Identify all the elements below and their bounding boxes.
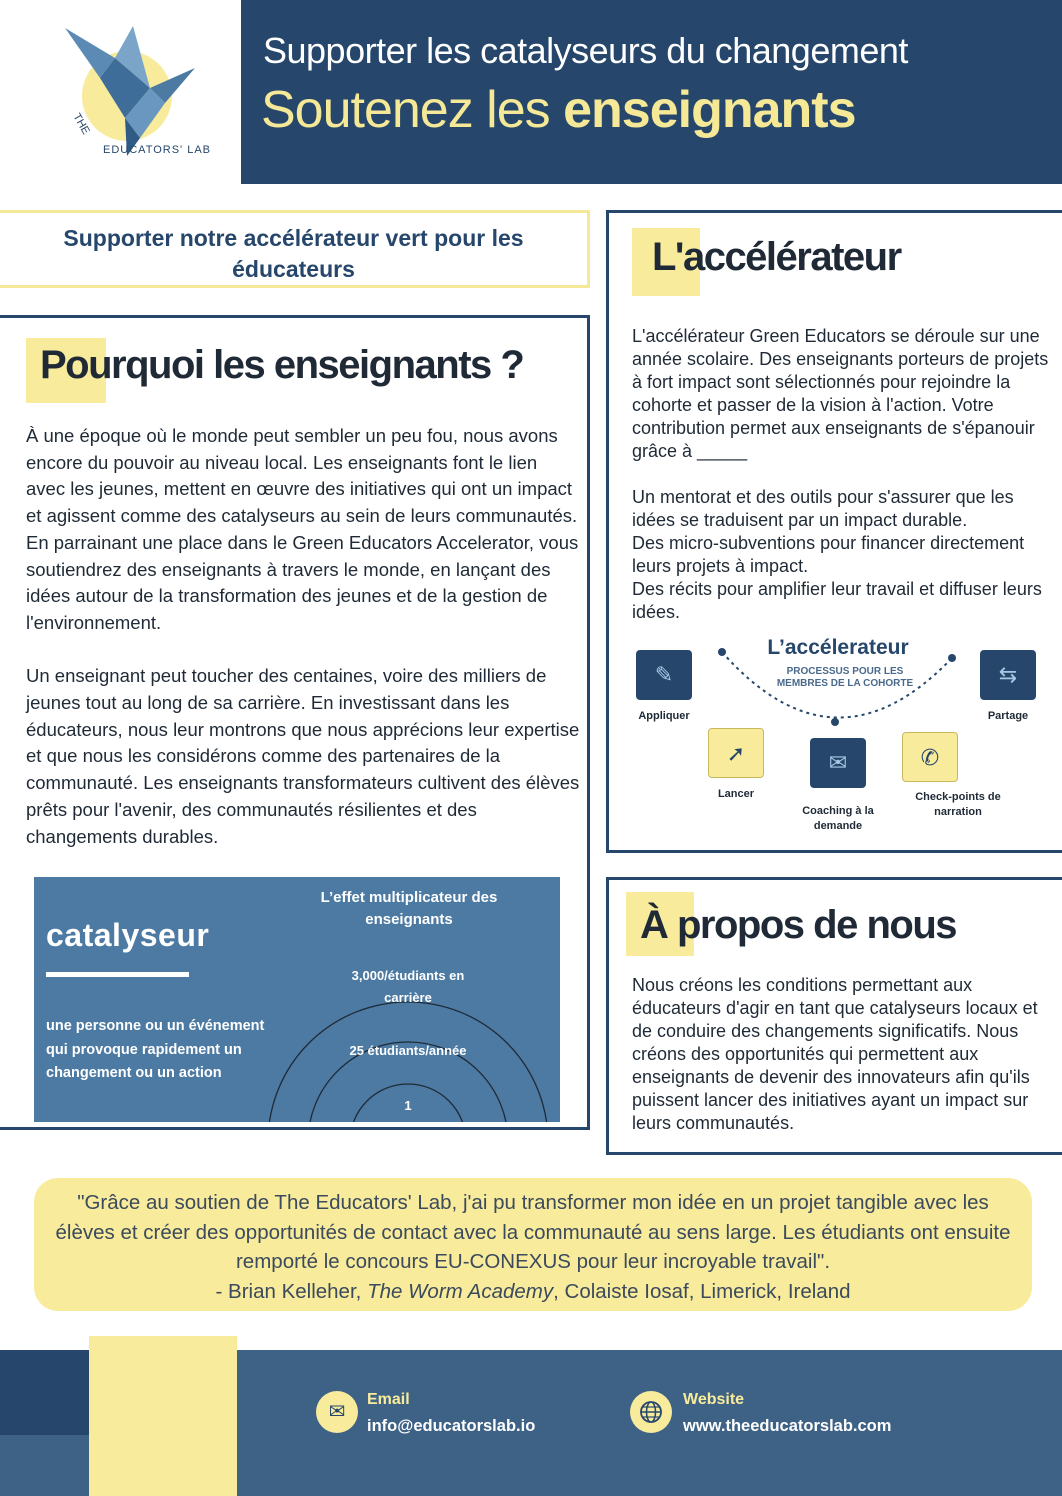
header-title-bold: enseignants xyxy=(563,81,856,139)
rocket-icon: ➚ xyxy=(726,741,746,766)
globe-icon xyxy=(630,1391,672,1433)
email-label: Email xyxy=(367,1391,410,1408)
quote-project: The Worm Academy xyxy=(367,1279,554,1303)
launch-tile xyxy=(708,728,764,778)
quote-text: "Grâce au soutien de The Educators' Lab, j'ai pu transformer mon idée en un projet tangible avec les élèves et créer des opportunités de contact avec la communauté au sens large. Les étudiants ont ensuite remporté le concours EU-CONEXUS pour leur incroyable travail". xyxy=(55,1191,1011,1273)
ring-label-year: 25 étudiants/année xyxy=(349,1043,467,1058)
narration-tile xyxy=(902,732,958,782)
multiplier-title: L’effet multiplicateur des enseignants xyxy=(320,889,498,928)
footer-decor-square-yellow xyxy=(89,1336,237,1496)
why-body xyxy=(26,423,581,850)
process-subtitle: PROCESSUS POUR LES MEMBRES DE LA COHORTE xyxy=(776,666,914,689)
testimonial-quote xyxy=(34,1178,1032,1311)
accelerator-body xyxy=(632,325,1052,624)
coaching-tile xyxy=(810,738,866,788)
logo-text-educators: EDUCATORS' LAB xyxy=(103,144,211,156)
quote-author-prefix: - Brian Kelleher, xyxy=(215,1279,368,1303)
header-title-regular: Soutenez les xyxy=(261,81,564,139)
website-label: Website xyxy=(683,1391,745,1408)
step-coaching: Coaching à la demande xyxy=(802,805,874,832)
megaphone-icon: ✆ xyxy=(920,745,940,770)
catalyst-underline xyxy=(46,972,189,977)
step-apply: Appliquer xyxy=(638,710,690,722)
apply-icon: ✎ xyxy=(654,662,674,687)
about-heading: À propos de nous xyxy=(640,903,956,947)
ring-label-career: 3,000/étudiants en carrière xyxy=(351,968,465,1005)
ring-label-one: 1 xyxy=(404,1098,412,1113)
globe-icon-svg xyxy=(630,1391,672,1433)
logo-text-the: THE xyxy=(70,111,92,137)
step-launch: Lancer xyxy=(717,788,755,800)
catalyst-word: catalyseur xyxy=(46,917,210,953)
step-narration: Check-points de narration xyxy=(915,791,1001,818)
chat-icon: ✉ xyxy=(828,750,848,775)
quote-author-suffix: , Colaiste Iosaf, Limerick, Ireland xyxy=(553,1279,851,1303)
educators-lab-logo xyxy=(55,18,215,168)
accelerator-heading: L'accélérateur xyxy=(652,235,901,279)
accelerator-paragraph-2: Un mentorat et des outils pour s'assurer que les idées se traduisent par un impact durable. Des micro-subventions pour financer directement leurs projets à impact. Des récits pour amplifier leur travail et diffuser leurs idées. xyxy=(632,487,1042,622)
support-text: Supporter notre accélérateur vert pour les éducateurs xyxy=(63,225,524,282)
step-share: Partage xyxy=(987,710,1029,722)
header-title xyxy=(261,80,856,140)
about-body: Nous créons les conditions permettant aux éducateurs d'agir en tant que catalyseurs locaux et de conduire des changements significatifs. Nous créons des opportunités qui permettent aux enseignants de devenir des innovateurs afin qu'ils puissent lancer des initiatives ayant un impact sur leurs communautés. xyxy=(632,975,1038,1133)
website-link[interactable]: www.theeducatorslab.com xyxy=(683,1417,892,1435)
support-box xyxy=(0,210,590,288)
catalyst-definition: une personne ou un événement qui provoque rapidement un changement ou un action xyxy=(46,1018,265,1081)
apply-tile xyxy=(636,650,692,700)
why-heading: Pourquoi les enseignants ? xyxy=(40,343,524,387)
email-icon: ✉ xyxy=(316,1391,358,1433)
header-banner xyxy=(241,0,1062,184)
accelerator-paragraph-1: L'accélérateur Green Educators se déroule sur une année scolaire. Des enseignants porteurs de projets à fort impact sont sélectionnés pour rejoindre la cohorte et passer de la vision à l'action. Votre contribution permet aux enseignants de s'épanouir grâce à _____ xyxy=(632,326,1049,461)
catalyst-graphic xyxy=(34,877,560,1122)
share-icon: ⇆ xyxy=(998,662,1018,687)
why-paragraph-2: Un enseignant peut toucher des centaines, voire des milliers de jeunes tout au long de sa carrière. En investissant dans les éducateurs, nous leur montrons que nous apprécions leur expertise et que nous les considérons comme des partenaires de la communauté. Les enseignants transformateurs cultivent des élèves prêts pour l'avenir, des communautés résilientes et des changements durables. xyxy=(26,665,580,847)
share-tile xyxy=(980,650,1036,700)
why-paragraph-1: À une époque où le monde peut sembler un peu fou, nous avons encore du pouvoir au niveau local. Les enseignants font le lien avec les jeunes, mettent en œuvre des initiatives qui ont un impact et agissent comme des catalyseurs au sein de leurs communautés. En parrainant une place dans le Green Educators Accelerator, vous soutiendrez des enseignants à travers le monde, en lançant des idées autour de la transformation des jeunes et de la gestion de l'environnement. xyxy=(26,425,579,633)
process-title: L’accélerateur xyxy=(767,636,909,659)
email-link[interactable]: info@educatorslab.io xyxy=(367,1417,536,1435)
header-subtitle: Supporter les catalyseurs du changement xyxy=(263,30,908,71)
